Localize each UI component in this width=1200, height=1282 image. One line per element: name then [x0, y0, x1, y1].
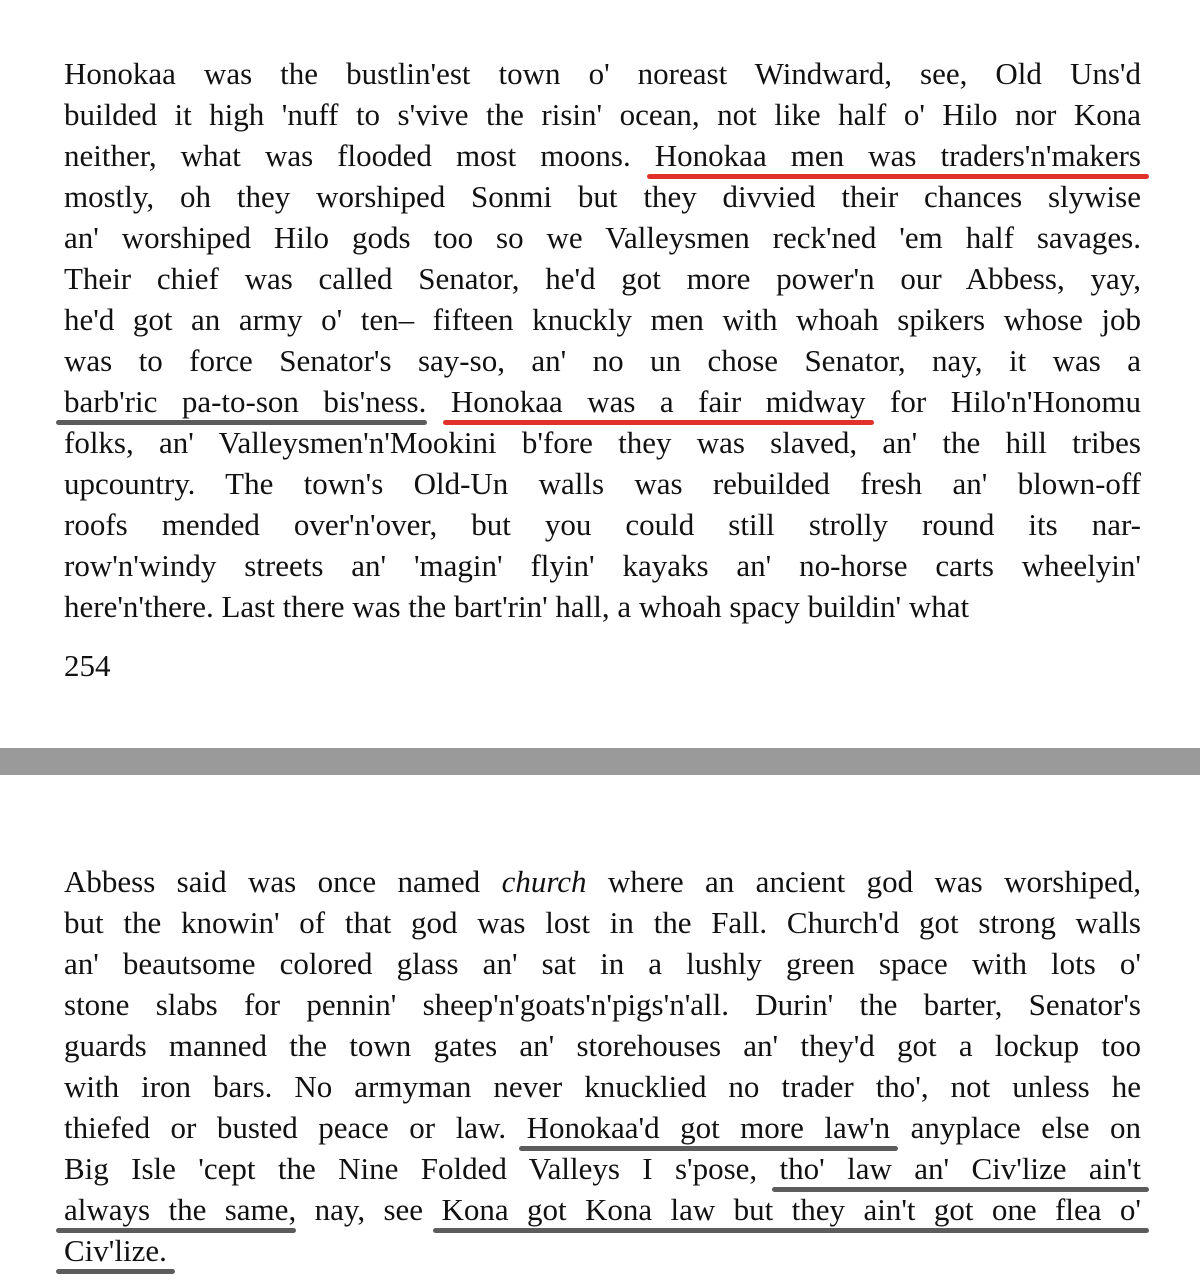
text-line — [64, 1066, 1141, 1107]
text-segment: Honokaa was the bustlin'est town o' noreast Windward, see, Old Uns'd — [64, 56, 1141, 91]
text-line — [64, 984, 1141, 1025]
text-line — [64, 504, 1141, 545]
highlighted-phrase-gray: tho' law an' Civ'lize ain't — [779, 1151, 1141, 1186]
highlighted-phrase-gray: Honokaa'd got more law'n — [526, 1110, 891, 1145]
text-line — [64, 176, 1141, 217]
text-segment: Abbess said was once named — [64, 864, 502, 899]
text-line — [64, 381, 1141, 422]
text-segment: anyplace else on — [890, 1110, 1141, 1145]
text-line — [64, 586, 1141, 627]
highlighted-phrase-gray: barb'ric pa-to-son bis'ness — [64, 384, 419, 419]
text-line — [64, 545, 1141, 586]
highlighted-phrase-gray: always the same — [64, 1192, 289, 1227]
text-line — [64, 94, 1141, 135]
text-line — [64, 861, 1141, 902]
highlighted-phrase-gray: Kona got Kona law but they ain't got one flea o' — [441, 1192, 1141, 1227]
text-segment: neither, what was flooded most moons. — [64, 138, 655, 173]
text-line — [64, 1230, 1141, 1271]
text-segment: an' worshiped Hilo gods too so we Valleysmen reck'ned 'em half savages. — [64, 220, 1141, 255]
text-segment: with iron bars. No armyman never knucklied no trader tho', not unless he — [64, 1069, 1141, 1104]
text-line — [64, 902, 1141, 943]
page-number: 254 — [64, 648, 111, 683]
text-line — [64, 53, 1141, 94]
text-segment: folks, an' Valleysmen'n'Mookini b'fore they was slaved, an' the hill tribes — [64, 425, 1141, 460]
text-segment: Their chief was called Senator, he'd got more power'n our Abbess, yay, — [64, 261, 1141, 296]
text-segment: builded it high 'nuff to s'vive the risin' ocean, not like half o' Hilo nor Kona — [64, 97, 1141, 132]
text-segment: an' beautsome colored glass an' sat in a lushly green space with lots o' — [64, 946, 1141, 981]
text-line — [64, 422, 1141, 463]
text-segment: here'n'there. Last there was the bart'rin' hall, a whoah spacy buildin' what — [64, 589, 970, 624]
text-segment: where an ancient god was worshiped, — [586, 864, 1141, 899]
text-segment: mostly, oh they worshiped Sonmi but they divvied their chances slywise — [64, 179, 1141, 214]
page-separator — [0, 748, 1200, 775]
text-segment: thiefed or busted peace or law. — [64, 1110, 527, 1145]
text-line — [64, 1148, 1141, 1189]
text-line — [64, 943, 1141, 984]
text-line — [64, 340, 1141, 381]
paragraph-page-254 — [64, 53, 1141, 627]
text-segment: . — [418, 384, 451, 419]
text-segment: guards manned the town gates an' storehouses an' they'd got a lockup too — [64, 1028, 1141, 1063]
text-line — [64, 1025, 1141, 1066]
text-line — [64, 258, 1141, 299]
text-segment: he'd got an army o' ten– fifteen knuckly men with whoah spikers whose job — [64, 302, 1141, 337]
page-bottom — [64, 861, 1141, 1271]
text-line — [64, 463, 1141, 504]
text-segment: for Hilo'n'Honomu — [865, 384, 1141, 419]
text-line — [64, 299, 1141, 340]
text-segment: row'n'windy streets an' 'magin' flyin' kayaks an' no-horse carts wheelyin' — [64, 548, 1141, 583]
text-segment: stone slabs for pennin' sheep'n'goats'n'pigs'n'all. Durin' the barter, Senator's — [64, 987, 1141, 1022]
paragraph-page-255 — [64, 861, 1141, 1271]
text-line — [64, 1189, 1141, 1230]
text-line — [64, 1107, 1141, 1148]
italic-word: church — [501, 864, 587, 899]
text-segment: roofs mended over'n'over, but you could still strolly round its nar- — [64, 507, 1141, 542]
highlighted-phrase-red: Honokaa men was traders'n'makers — [654, 138, 1141, 173]
text-segment: upcountry. The town's Old-Un walls was rebuilded fresh an' blown-off — [64, 466, 1141, 501]
highlighted-phrase-red: Honokaa was a fair midway — [450, 384, 866, 419]
page-top — [64, 53, 1141, 627]
text-segment: Big Isle 'cept the Nine Folded Valleys I s'pose, — [64, 1151, 780, 1186]
text-line — [64, 217, 1141, 258]
text-segment: , nay, see — [288, 1192, 442, 1227]
highlighted-phrase-gray: Civ'lize. — [64, 1233, 167, 1268]
text-line — [64, 135, 1141, 176]
text-segment: but the knowin' of that god was lost in the Fall. Church'd got strong walls — [64, 905, 1141, 940]
text-segment: was to force Senator's say-so, an' no un chose Senator, nay, it was a — [64, 343, 1141, 378]
